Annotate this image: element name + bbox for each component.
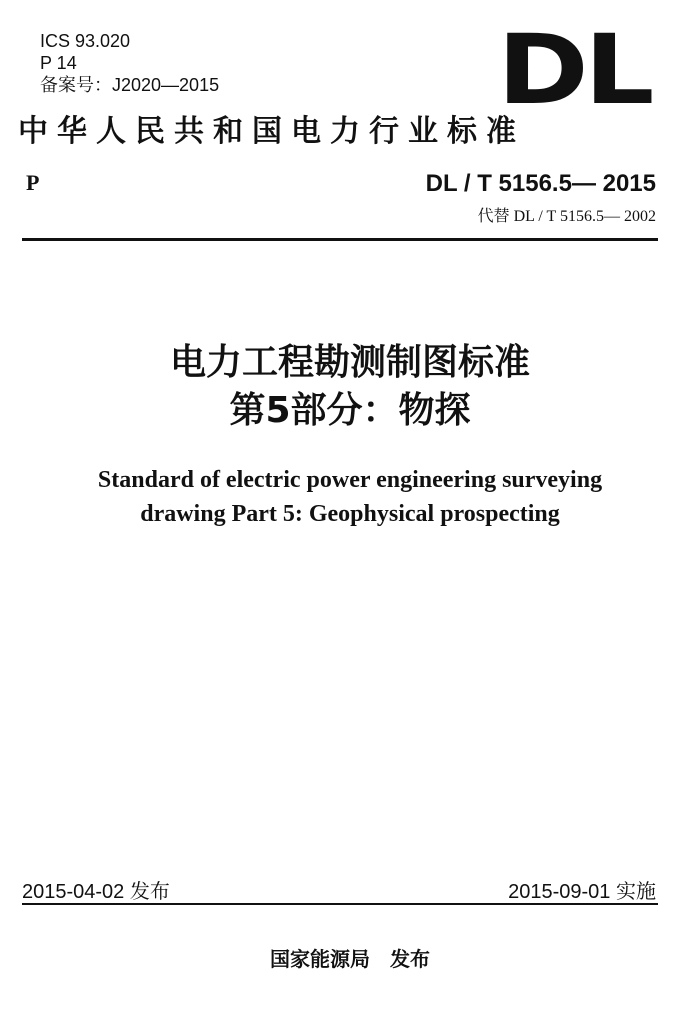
title-cn-line1: 电力工程勘测制图标准: [169, 342, 530, 383]
record-number: 备案号：J2020—2015: [40, 75, 220, 95]
title-cn-line2: 第5部分：物探: [229, 390, 471, 431]
class-code: P 14: [40, 53, 77, 73]
dl-logo: DL: [497, 14, 650, 126]
title-en-line1: Standard of electric power engineering surveying: [97, 467, 603, 493]
standard-number: DL / T 5156.5— 2015: [425, 170, 656, 197]
issuing-authority: 国家能源局 发布: [270, 947, 430, 971]
replaces-standard: 代替 DL / T 5156.5— 2002: [477, 208, 656, 225]
organization-title: 中华人民共和国电力行业标准: [18, 114, 525, 149]
ics-code: ICS 93.020: [40, 31, 131, 51]
category-code: P: [26, 170, 40, 195]
title-en-line2: drawing Part 5: Geophysical prospecting: [140, 501, 560, 527]
implement-date: 2015-09-01 实施: [508, 881, 656, 903]
header-divider: [22, 238, 658, 241]
footer-divider: [22, 903, 658, 905]
publish-date: 2015-04-02 发布: [22, 881, 170, 903]
